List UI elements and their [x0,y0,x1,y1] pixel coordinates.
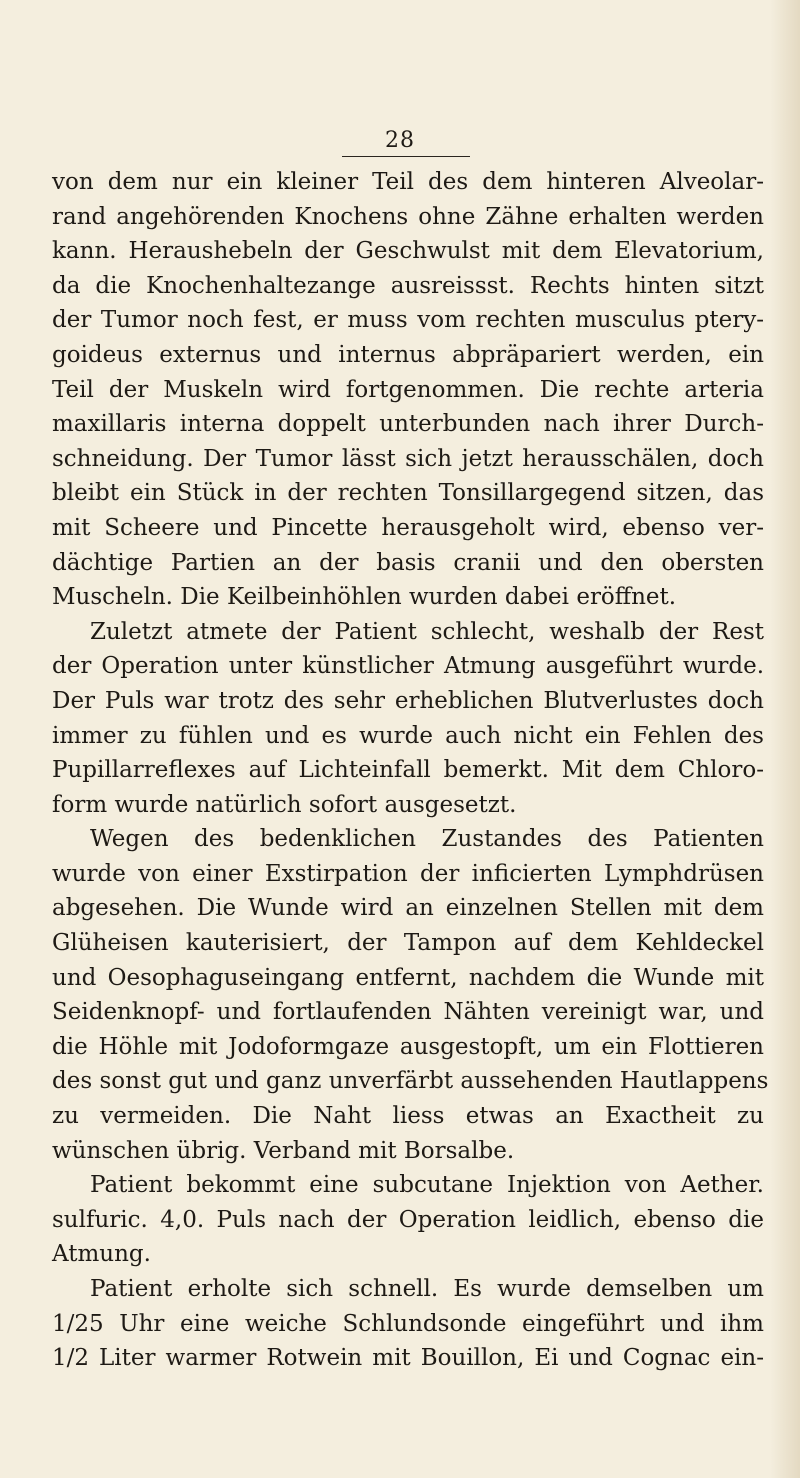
text-line: Zuletzt atmete der Patient schlecht, weshalb der Rest [90,618,764,645]
paragraph-2 [52,615,764,823]
text-line: goideus externus und internus abpräpariert werden, ein [52,341,764,368]
text-line: der Tumor noch fest, er muss vom rechten musculus ptery- [52,307,764,334]
text-line: dächtige Partien an der basis cranii und den obersten [52,549,764,576]
paragraph-5 [52,1272,764,1376]
paragraph-4 [52,1168,764,1272]
text-line: von dem nur ein kleiner Teil des dem hinteren Alveolar- [52,169,764,195]
paragraph-3 [52,822,769,1168]
page-number: 28 [385,128,415,153]
text-line: der Operation unter künstlicher Atmung ausgeführt wurde. [52,653,764,680]
text-line: Atmung. [52,1241,151,1268]
text-line: Patient bekommt eine subcutane Injektion von Aether. [90,1172,764,1199]
text-line: kann. Heraushebeln der Geschwulst mit dem Elevatorium, [52,238,764,265]
text-line: Patient erholte sich schnell. Es wurde demselben um [90,1276,764,1302]
text-line: Der Puls war trotz des sehr erheblichen Blutverlustes doch [52,687,764,714]
text-line: Teil der Muskeln wird fortgenommen. Die rechte arteria [52,376,764,403]
page-number-rule [342,156,470,157]
page-edge-shadow [770,0,800,1478]
text-line: immer zu fühlen und es wurde auch nicht ein Fehlen des [52,722,764,749]
text-line: die Höhle mit Jodoformgaze ausgestopft, um ein Flottieren [52,1033,764,1060]
text-line: da die Knochenhaltezange ausreissst. Rechts hinten sitzt [52,272,764,299]
text-line: sulfuric. 4,0. Puls nach der Operation leidlich, ebenso die [52,1206,764,1233]
text-line: Muscheln. Die Keilbeinhöhlen wurden dabei eröffnet. [52,584,677,611]
body-text [52,165,769,1376]
text-line: Glüheisen kauterisiert, der Tampon auf dem Kehldeckel [52,930,764,957]
text-line: 1/25 Uhr eine weiche Schlundsonde eingeführt und ihm [52,1310,764,1337]
text-line: Pupillarreflexes auf Lichteinfall bemerkt. Mit dem Chloro- [52,757,764,784]
text-line: wurde von einer Exstirpation der inficierten Lymphdrüsen [52,860,764,887]
text-line: form wurde natürlich sofort ausgesetzt. [52,791,517,818]
text-line: abgesehen. Die Wunde wird an einzelnen Stellen mit dem [52,895,764,922]
text-line: Seidenknopf- und fortlaufenden Nähten vereinigt war, und [52,999,764,1026]
text-line: schneidung. Der Tumor lässt sich jetzt herausschälen, doch [52,445,764,472]
paragraph-1 [52,165,764,615]
text-line: des sonst gut und ganz unverfärbt aussehenden Hautlappens [52,1068,769,1095]
text-line: zu vermeiden. Die Naht liess etwas an Exactheit zu [52,1103,764,1130]
text-line: Wegen des bedenklichen Zustandes des Patienten [90,826,764,853]
text-line: rand angehörenden Knochens ohne Zähne erhalten werden [52,203,764,230]
text-line: wünschen übrig. Verband mit Borsalbe. [52,1137,515,1164]
text-line: mit Scheere und Pincette herausgeholt wird, ebenso ver- [52,514,764,541]
text-line: maxillaris interna doppelt unterbunden nach ihrer Durch- [52,411,764,438]
text-line: 1/2 Liter warmer Rotwein mit Bouillon, Ei und Cognac ein- [52,1345,764,1372]
text-line: bleibt ein Stück in der rechten Tonsillargegend sitzen, das [52,480,764,507]
text-line: und Oesophaguseingang entfernt, nachdem die Wunde mit [52,964,764,991]
